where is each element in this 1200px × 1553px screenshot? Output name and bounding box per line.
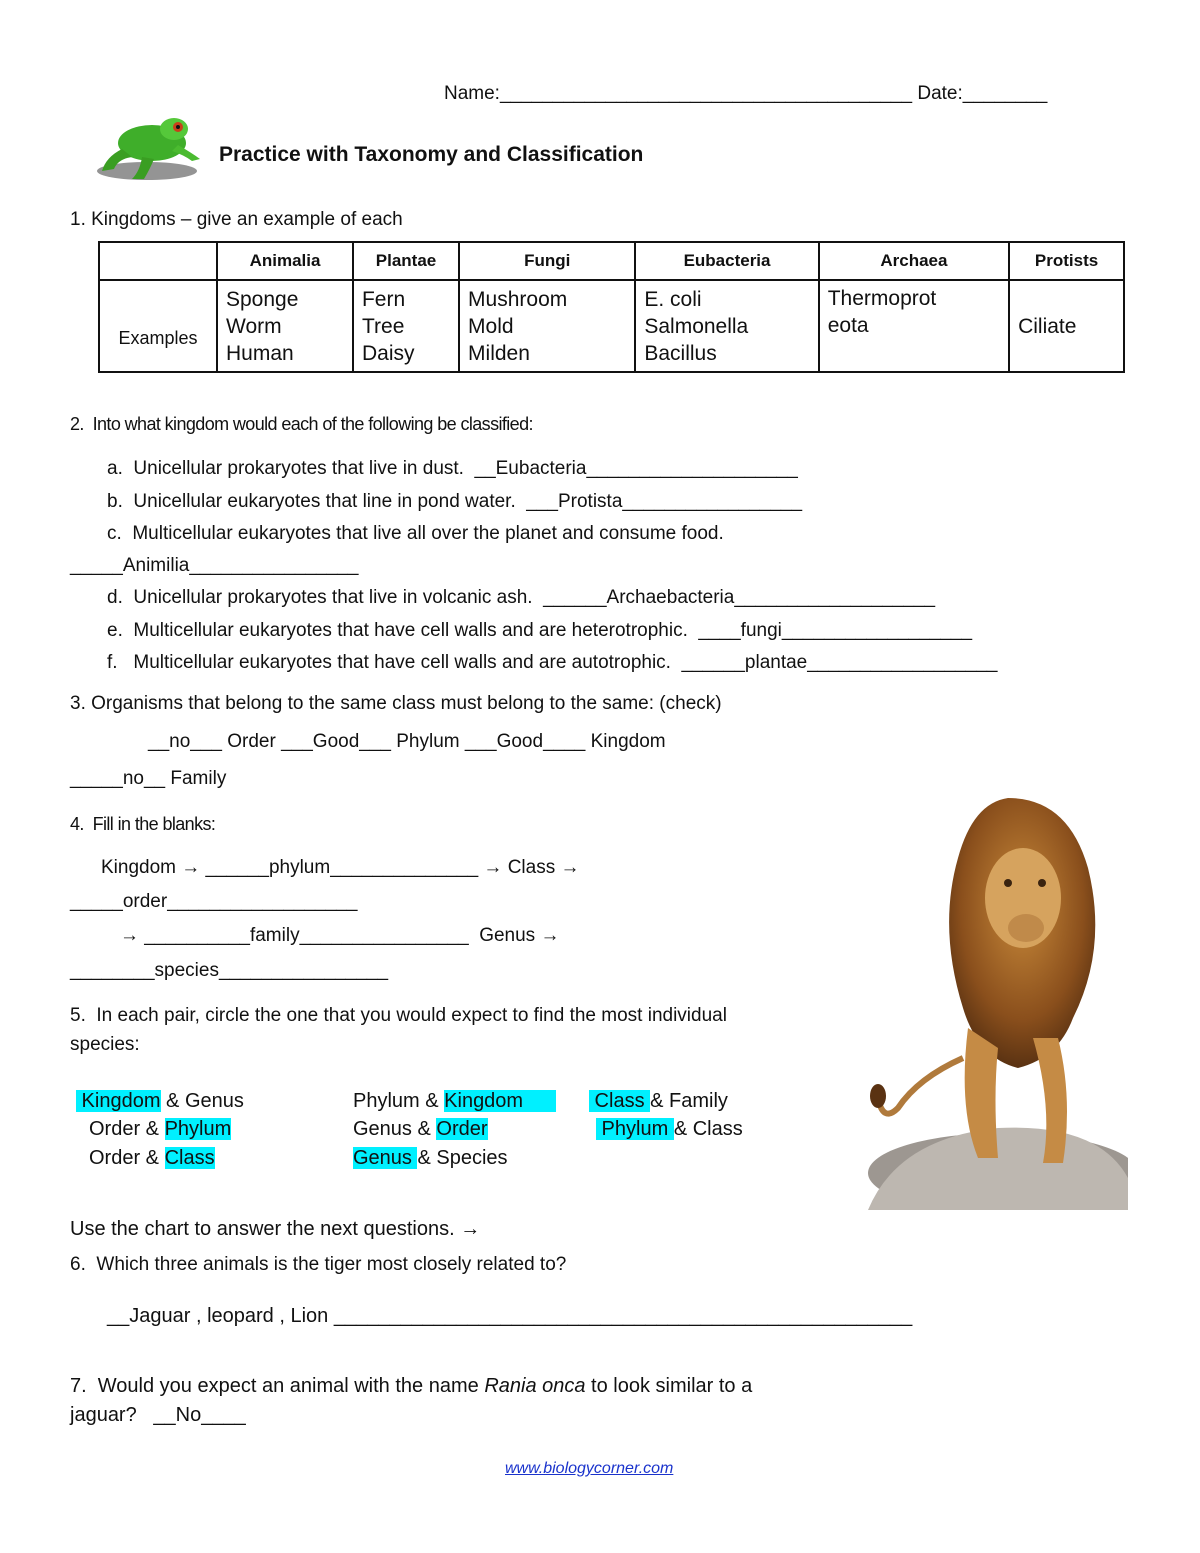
row-label-examples: Examples — [99, 280, 217, 372]
chart-instruction: Use the chart to answer the next questions. → — [70, 1218, 481, 1240]
pair-class-family: Class & Family — [589, 1090, 728, 1112]
q6-answer: __Jaguar , leopard , Lion ____________________________________________________ — [107, 1305, 913, 1327]
name-date-line: Name:_______________________________________ Date:________ — [444, 83, 1048, 104]
pair-order-phylum: Order & Phylum — [89, 1118, 232, 1140]
pair-phylum-class: Phylum & Class — [596, 1118, 743, 1140]
table-header-archaea: Archaea — [819, 242, 1009, 280]
q1-prompt: 1. Kingdoms – give an example of each — [70, 209, 403, 230]
cell-animalia: Sponge Worm Human — [217, 280, 353, 372]
table-header-plantae: Plantae — [353, 242, 459, 280]
q2-item-c: c. Multicellular eukaryotes that live all over the planet and consume food. — [107, 523, 724, 544]
q2-item-d: d. Unicellular prokaryotes that live in volcanic ash. ______Archaebacteria___________________ — [107, 587, 936, 608]
q4-line-4: ________species________________ — [70, 960, 389, 981]
q7-answer: jaguar? __No____ — [70, 1404, 246, 1426]
pair-phylum-kingdom: Phylum & Kingdom — [353, 1090, 557, 1112]
cell-fungi: Mushroom Mold Milden — [459, 280, 635, 372]
kingdoms-table — [98, 241, 1125, 373]
q3-family: _____no__ Family — [70, 768, 227, 789]
table-header-fungi: Fungi — [459, 242, 635, 280]
pair-genus-species: Genus & Species — [353, 1147, 508, 1169]
frog-icon — [92, 113, 204, 183]
q7-prompt: 7. Would you expect an animal with the name Rania onca to look similar to a — [70, 1375, 753, 1397]
species-name: Rania onca — [484, 1375, 586, 1397]
q5-prompt-line2: species: — [70, 1034, 140, 1055]
cell-archaea: Thermoprot eota — [819, 280, 1009, 372]
pair-order-class: Order & Class — [89, 1147, 215, 1169]
cell-protists: Ciliate — [1009, 280, 1124, 372]
q2-item-a: a. Unicellular prokaryotes that live in dust. __Eubacteria____________________ — [107, 458, 798, 479]
q4-prompt: 4. Fill in the blanks: — [70, 814, 216, 834]
q2-item-f: f. Multicellular eukaryotes that have cell walls and are autotrophic. ______plantae__________________ — [107, 652, 998, 673]
table-header-animalia: Animalia — [217, 242, 353, 280]
q6-prompt: 6. Which three animals is the tiger most closely related to? — [70, 1254, 567, 1275]
footer-link[interactable]: www.biologycorner.com — [505, 1460, 674, 1477]
q2-item-e: e. Multicellular eukaryotes that have cell walls and are heterotrophic. ____fungi__________________ — [107, 620, 973, 641]
q2-item-b: b. Unicellular eukaryotes that line in pond water. ___Protista_________________ — [107, 491, 803, 512]
table-header-blank — [99, 242, 217, 280]
lion-image — [858, 778, 1128, 1210]
pair-kingdom-genus: Kingdom & Genus — [76, 1090, 244, 1112]
q2-item-c-answer: _____Animilia________________ — [70, 555, 359, 576]
q3-checks: __no___ Order ___Good___ Phylum ___Good____ Kingdom — [148, 731, 666, 752]
pair-genus-order: Genus & Order — [353, 1118, 488, 1140]
q4-line-3: → __________family________________ Genus → — [120, 925, 560, 946]
cell-eubacteria: E. coli Salmonella Bacillus — [635, 280, 818, 372]
table-header-eubacteria: Eubacteria — [635, 242, 818, 280]
q5-prompt-line1: 5. In each pair, circle the one that you would expect to find the most individual — [70, 1005, 727, 1026]
table-header-protists: Protists — [1009, 242, 1124, 280]
q3-prompt: 3. Organisms that belong to the same class must belong to the same: (check) — [70, 693, 722, 714]
q2-prompt: 2. Into what kingdom would each of the following be classified: — [70, 414, 533, 434]
page-title: Practice with Taxonomy and Classification — [219, 143, 644, 166]
cell-plantae: Fern Tree Daisy — [353, 280, 459, 372]
q4-line-1: Kingdom → ______phylum______________ → Class → — [101, 857, 580, 878]
q4-line-2: _____order__________________ — [70, 891, 358, 912]
